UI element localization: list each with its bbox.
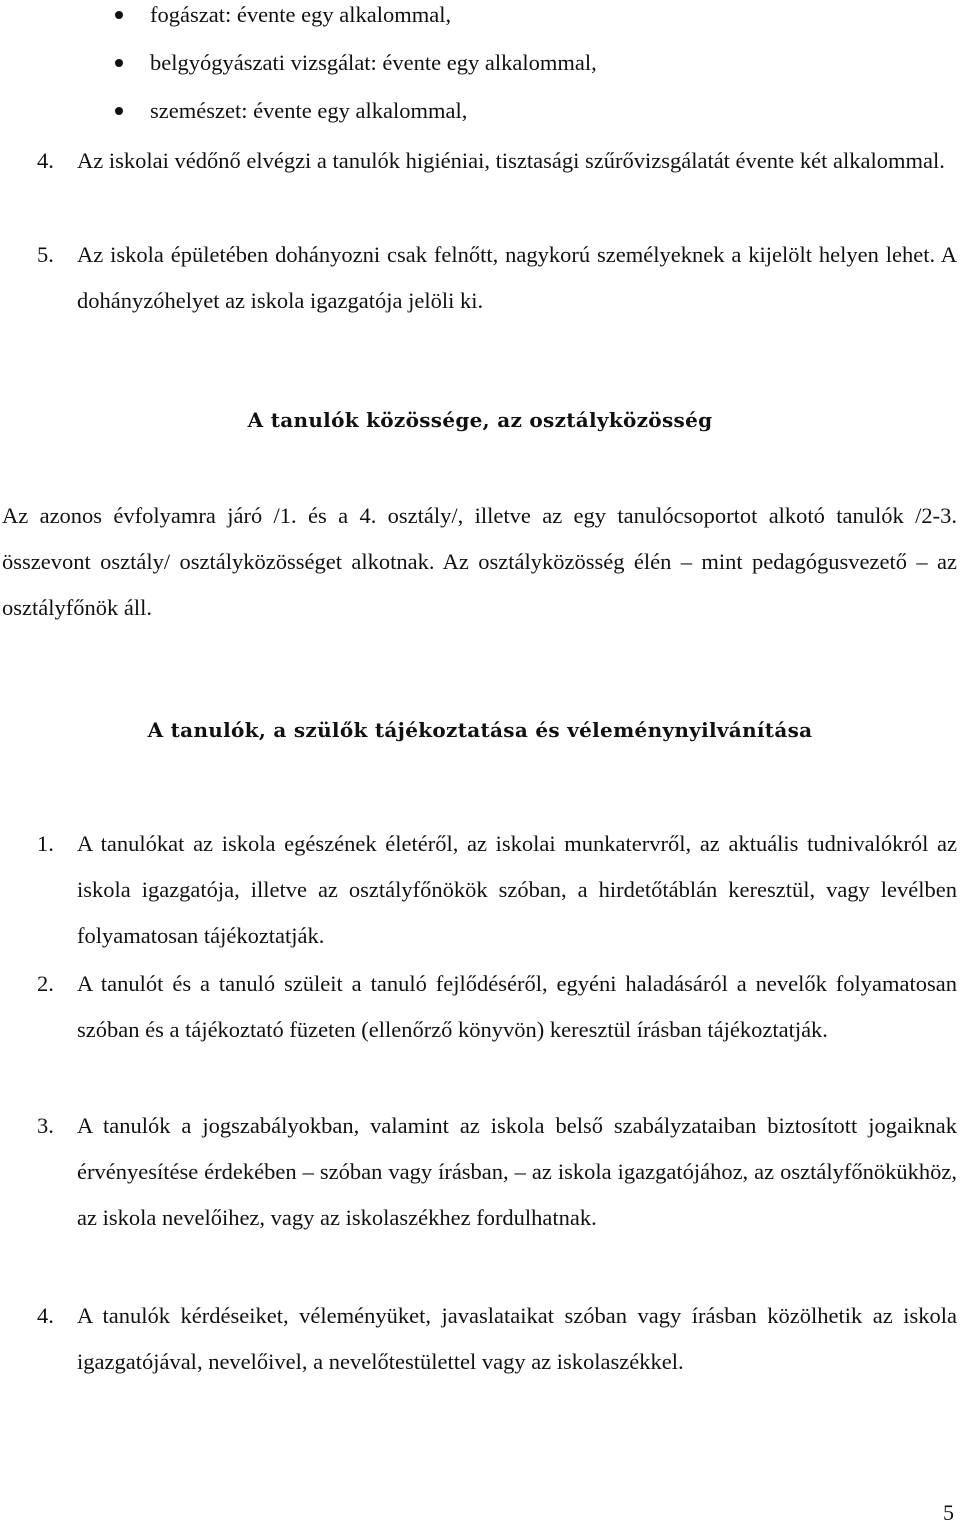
bullet-icon: [115, 107, 123, 115]
page-number: 5: [943, 1500, 954, 1525]
class-community-paragraph: Az azonos évfolyamra járó /1. és a 4. osztály/, illetve az egy tanulócsoportot alkotó tanulók /2-3. összevont osztály/ osztályközösséget alkotnak. Az osztályközösség élén – mint pedagógusvezető – az osztályfőnök áll.: [2, 503, 957, 620]
document-page: fogászat: évente egy alkalommal, belgyógyászati vizsgálat: évente egy alkalommal, szemészet: évente egy alkalommal, 4. Az iskolai védőnő elvégzi a tanulók higiéniai, tisztasági szűrővizsgálatát évente két alkalommal. 5. Az iskola épületében dohányozni csak felnőtt, nagykorú személyeknek a kijelölt helyen lehet. A dohányzóhelyet az iskola igazgatója jelöli ki. A tanulók közössége, az osztályközösség Az azonos évfolyamra járó /1. és a 4. osztály/, illetve az egy tanulócsoportot alkotó tanulók /2-3. összevont osztály/ osztályközösséget alkotnak. Az osztályközösség élén – mint pedagógusvezető – az osztályfőnök áll. A tanulók, a szülők tájékoztatása és véleménynyilvánítása 1. A tanulókat az iskola egészének életéről, az iskolai munkatervről, az aktuális tudnivalókról az iskola igazgatója, illetve az osztályfőnökök szóban, a hirdetőtáblán keresztül, vagy levélben folyamatosan tájékoztatják. 2. A tanulót és a tanuló szüleit a tanuló fejlődéséről, egyéni haladásáról a nevelők folyamatosan szóban és a tájékoztató füzeten (ellenőrző könyvön) keresztül írásban tájékoztatják. 3. A tanulók a jogszabályokban, valamint az iskola belső szabályzataiban biztosított jogaiknak érvényesítése érdekében – szóban vagy írásban, – az iskola igazgatójához, az osztályfőnökükhöz, az iskola nevelőihez, vagy az iskolaszékhez fordulhatnak. 4. A tanulók kérdéseiket, véleményüket, javaslataikat szóban vagy írásban közölhetik az iskola igazgatójával, nevelőivel, a nevelőtestülettel vagy az iskolaszékkel. 5: [0, 0, 960, 1527]
section-heading-information: A tanulók, a szülők tájékoztatása és véleménynyilvánítása: [147, 718, 813, 742]
bullet-icon: [115, 11, 123, 19]
bullet-icon: [115, 59, 123, 67]
section-heading-community: A tanulók közössége, az osztályközösség: [247, 408, 713, 432]
